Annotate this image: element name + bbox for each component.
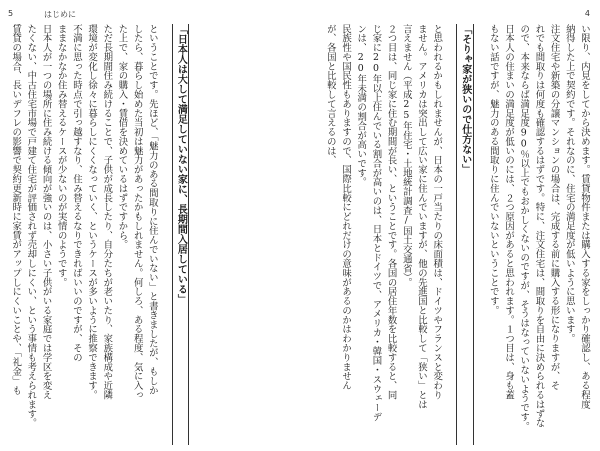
page-number-right: 4 [584, 9, 590, 18]
left-page-text-line: た上で、家の購入・賃借を決めているはずですから。 [116, 24, 128, 250]
book-spread [8, 24, 592, 445]
left-page-heading: 「日本人は大して満足していない家に、長期間入居している」 [172, 24, 190, 445]
right-page-text-line: 言えません（平成25年住宅・土地統計調査/国土交通省）。 [400, 24, 412, 288]
left-page-text-line: ままなかなか住み替えるケースが少ないのが実情のようです。 [55, 24, 67, 287]
left-page-spacer [160, 24, 172, 445]
right-page-text-line: ンは、20年未満の割合が高いです。 [355, 24, 367, 187]
right-page-text-line: ２つ目は、同じ家に住む期間が長い、ということです。各国の居住年数を比較すると、同 [385, 24, 397, 400]
right-page [323, 24, 592, 445]
left-page-text-line: たくない、中古住宅市場で戸建て住宅が評価されず売却しにくい、という事情も考えられます。 [25, 24, 37, 428]
left-page-text-line: 環境が変化し徐々に暮らしにくくなっていく、というケースが多いように推察できます。 [86, 24, 98, 400]
right-page-text-line: が、各国と比較して言えるのは、 [324, 24, 336, 165]
right-page-text-line: と思われるかもしれませんが、日本の一戸当たりの床面積は、ドイツやフランスと変わり [431, 24, 443, 400]
left-page [8, 24, 189, 445]
right-page-heading: 「そりゃ家が狭いので仕方ない」 [456, 24, 474, 445]
right-page-text-line: ので、本来ならば満足度90％以上でもおかしくないのですが、そうはなっていないようです。 [518, 24, 530, 431]
right-page-text-line: 民族性や国民性もありますので、国際比較にどれだけの意味があるのかはわかりません [340, 24, 352, 391]
right-page-text-line: 注文住宅や新築の分譲マンションの場合は、完成する前に購入する形になりますが、そ [548, 24, 560, 391]
right-page-text-line: 日本人の住まいの満足度が低いのには、２つ原因があると思われます。１つ目は、身も蓋 [503, 24, 515, 400]
right-page-text-line: ません。アメリカは突出して広い家に住んでいますが、他の先進国と比較して「狭い」とは [416, 24, 427, 409]
right-page-text-line: れでも間取りは何度も確認するはずです。特に、注文住宅は、間取りを自由に決められるはずな [533, 24, 545, 428]
running-title: はじめに [44, 10, 76, 19]
left-page-text-line: ということです。先ほど、「魅力のある間取りに住んでいない」と書きましたが、もしか [146, 24, 158, 395]
left-page-text-line: したら、暮らし始めた当初は魅力があったかもしれません。何しろ、ある程度、気に入っ [131, 24, 143, 400]
right-page-text-line: 納得した上で契約です。それなのに、住宅の満足度が低いように思います。 [563, 24, 575, 344]
right-page-spacer [474, 24, 486, 445]
right-page-text-line: もない話ですが、魅力のある間取りに住んでいないということです。 [487, 24, 499, 316]
left-page-text-line: 賃貸の場合、長いデフレの影響で契約更新時に家賃がアップしにくいことや、「礼金」も [10, 24, 22, 395]
left-page-text-line: 日本人が一つの場所に住み続ける傾向が強いのは、小さい子供がいる家庭では学区を変え [40, 24, 52, 400]
left-page-text-line: 不満に思った時点で引っ越すなり、住み替えるなりできればいいのですが、その [70, 24, 82, 363]
right-page-spacer [444, 24, 456, 445]
page-number-left: 5 [8, 9, 14, 18]
right-page-text-line: い限り、内見をしてから決めます。賃貸物件または購入する家をしっかり確認し、ある程度 [579, 24, 590, 409]
right-page-text-line: じ家に20年以上住んでいる割合が高いのは、日本とドイツで、アメリカ・韓国・スウェーデ [370, 24, 382, 422]
left-page-text-line: ただ長期間住み続けることで、子供が成長したり、自分たちが老いたり、家族構成や近隣 [101, 24, 113, 400]
